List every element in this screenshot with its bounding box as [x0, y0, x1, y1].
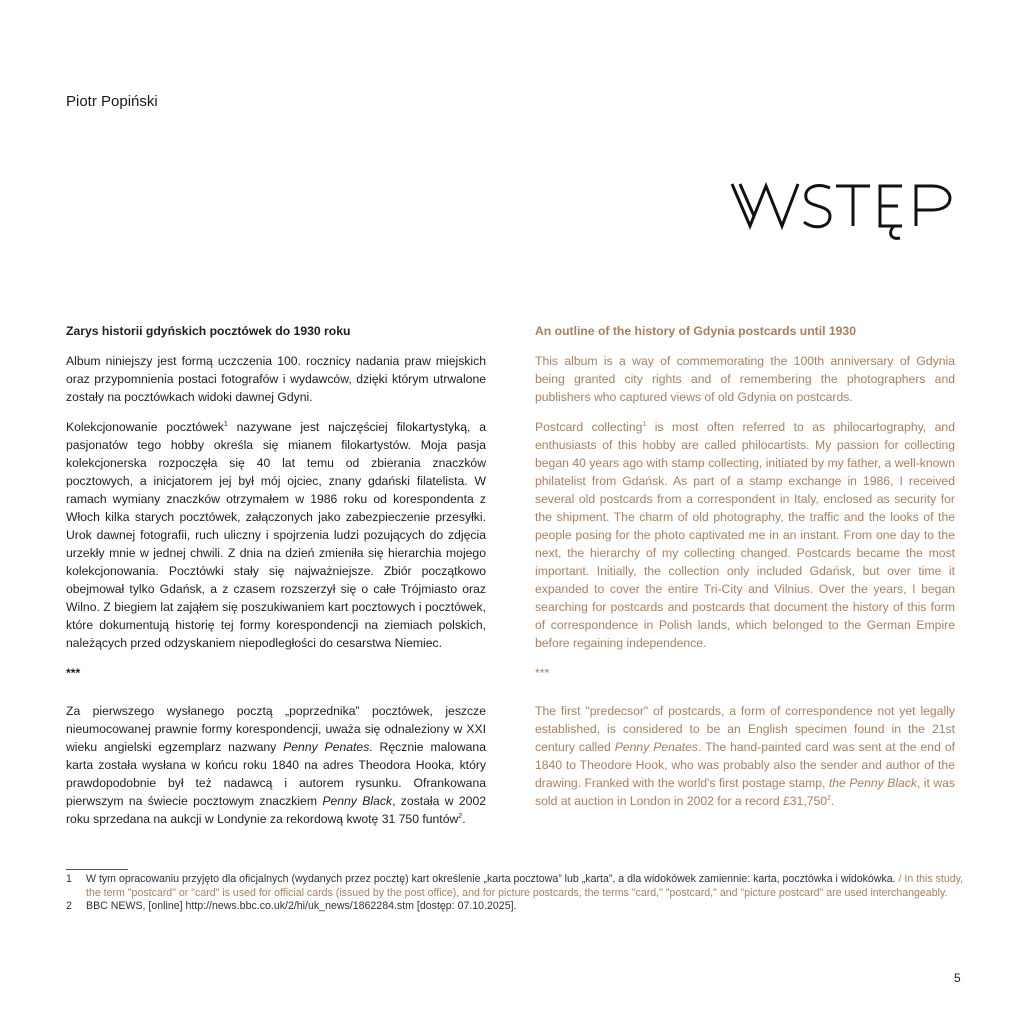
italic-title: Penny Black	[322, 794, 393, 808]
footnote-text-pl: W tym opracowaniu przyjęto dla oficjalnych (wydanych przez pocztę) kart określenie „karta pocztowa” lub „karta”, a dla widokówek zamiennie: karta, pocztówka i widokówka.	[86, 873, 896, 885]
polish-paragraph-2	[66, 418, 486, 652]
footnote-1	[66, 873, 966, 900]
footnote-text-pl[interactable]: BBC NEWS, [online] http://news.bbc.co.uk/2/hi/uk_news/1862284.stm [dostęp: 07.10.2025].	[86, 900, 517, 912]
english-paragraph-3	[535, 702, 955, 810]
footnote-number: 2	[66, 900, 72, 912]
footnote-text-en: / In this study, the term "postcard" or "card" is used for official cards (issued by the post office), and for picture postcards, the terms "card," "postcard," and "picture postcard" are used interchangeably.	[86, 873, 964, 899]
polish-column	[66, 322, 486, 840]
english-paragraph-2	[535, 418, 955, 652]
text: . The hand-painted card was sent at the end of 1840 to Theodore Hook, who was probably also the sender and author of the drawing. Franked with the world's first postage stamp,	[535, 740, 955, 790]
text: is most often referred to as philocartography, and enthusiasts of this hobby are called philocartists. My passion for collecting began 40 years ago with stamp collecting, initiated by my father, a well-known philatelist from Gdańsk. As part of a stamp exchange in 1986, I received several old postcards from a correspondent in Italy, enclosed as security for the shipment. The charm of old photography, the traffic and the looks of the people posing for the photo captivated me in an instant. From one day to the next, the hierarchy of my collecting changed. Postcards became the most important. Initially, the collection only included Gdańsk, but over time it expanded to cover the entire Tri-City and Vilnius. Over the years, I began searching for postcards and postcards that document the history of this form of correspondence in Polish lands, which belonged to the German Empire before regaining independence.	[535, 420, 955, 650]
text: Za pierwszego wysłanego pocztą „poprzednika” pocztówek, jeszcze nieumocowanej prawnie formy korespondencji, uważa się odnaleziony w XXI wieku angielski egzemplarz nazwany	[66, 704, 486, 754]
text: .	[830, 794, 835, 808]
italic-title: the Penny Black	[828, 776, 917, 790]
chapter-title-lettering	[730, 176, 966, 246]
footnote-2	[66, 900, 966, 914]
footnote-ref-1[interactable]: 1	[223, 420, 228, 428]
footnote-ref-2[interactable]: 2	[458, 812, 463, 820]
author-name: Piotr Popiński	[66, 93, 158, 110]
footnote-ref-1[interactable]: 1	[642, 420, 647, 428]
footnotes	[66, 873, 966, 914]
text: , została w 2002 roku sprzedana na aukcji w Londynie za rekordową kwotę 31 750 funtów	[66, 794, 487, 826]
text: .	[462, 812, 466, 826]
text: , it was sold at auction in London in 2002 for a record £31,750	[535, 776, 955, 808]
footnote-ref-2[interactable]: 2	[827, 794, 831, 802]
chapter-title	[730, 176, 966, 246]
text: Postcard collecting	[535, 420, 643, 434]
polish-heading: Zarys historii gdyńskich pocztówek do 1930 roku	[66, 324, 351, 338]
english-paragraph-1: This album is a way of commemorating the 100th anniversary of Gdynia being granted city rights and of remembering the photographers and publishers who captured views of old Gdynia on postcards.	[535, 354, 955, 404]
english-heading: An outline of the history of Gdynia postcards until 1930	[535, 324, 856, 338]
footnote-number: 1	[66, 873, 72, 885]
text: . Ręcznie malowana karta została wysłana w końcu roku 1840 na adres Theodora Hooka, który prawdopodobnie był też nadawcą i autorem rysunku. Ofrankowana pierwszym na świecie pocztowym znaczkiem	[66, 740, 486, 808]
italic-title: Penny Penates	[283, 740, 370, 754]
section-separator: ***	[66, 666, 81, 680]
text: nazywane jest najczęściej filokartystyką, a pasjonatów tego hobby określa się mianem filokartystów. Moja pasja kolekcjonerska rozpoczęła się 40 lat temu od zbierania znaczków pocztowych, a inicjatorem jej był mój ojciec, znany gdański filatelista. W ramach wymiany znaczków otrzymałem w 1986 roku od korespondenta z Włoch kilka starych pocztówek, załączonych jako zabezpieczenie przesyłki. Urok dawnej fotografii, ruch uliczny i spojrzenia ludzi pozujących do zdjęcia urzekły mnie w jednej chwili. Z dnia na dzień zmieniła się hierarchia mojego kolekcjonowania. Pocztówki stały się najważniejsze. Zbiór początkowo obejmował tylko Gdańsk, a z czasem rozszerzył się o całe Trójmiasto oraz Wilno. Z biegiem lat zająłem się poszukiwaniem kart pocztowych i pocztówek, które dokumentują historię tej formy korespondencji na ziemiach polskich, należących przed odzyskaniem niepodległości do cesarstwa Niemiec.	[66, 420, 486, 650]
polish-paragraph-3	[66, 702, 486, 828]
footnote-divider	[66, 869, 128, 870]
section-separator: ***	[535, 666, 550, 680]
text: Kolekcjonowanie pocztówek	[66, 420, 224, 434]
italic-title: Penny Penates	[614, 740, 698, 754]
page-number: 5	[954, 971, 961, 985]
english-column	[535, 322, 955, 822]
text: The first "predecsor" of postcards, a form of correspondence not yet legally established, is considered to be an English specimen found in the 21st century called	[535, 704, 955, 754]
polish-paragraph-1: Album niniejszy jest formą uczczenia 100. rocznicy nadania praw miejskich oraz przypomnienia postaci fotografów i wydawców, dzięki którym utrwalone zostały na pocztówkach widoki dawnej Gdyni.	[66, 354, 486, 404]
